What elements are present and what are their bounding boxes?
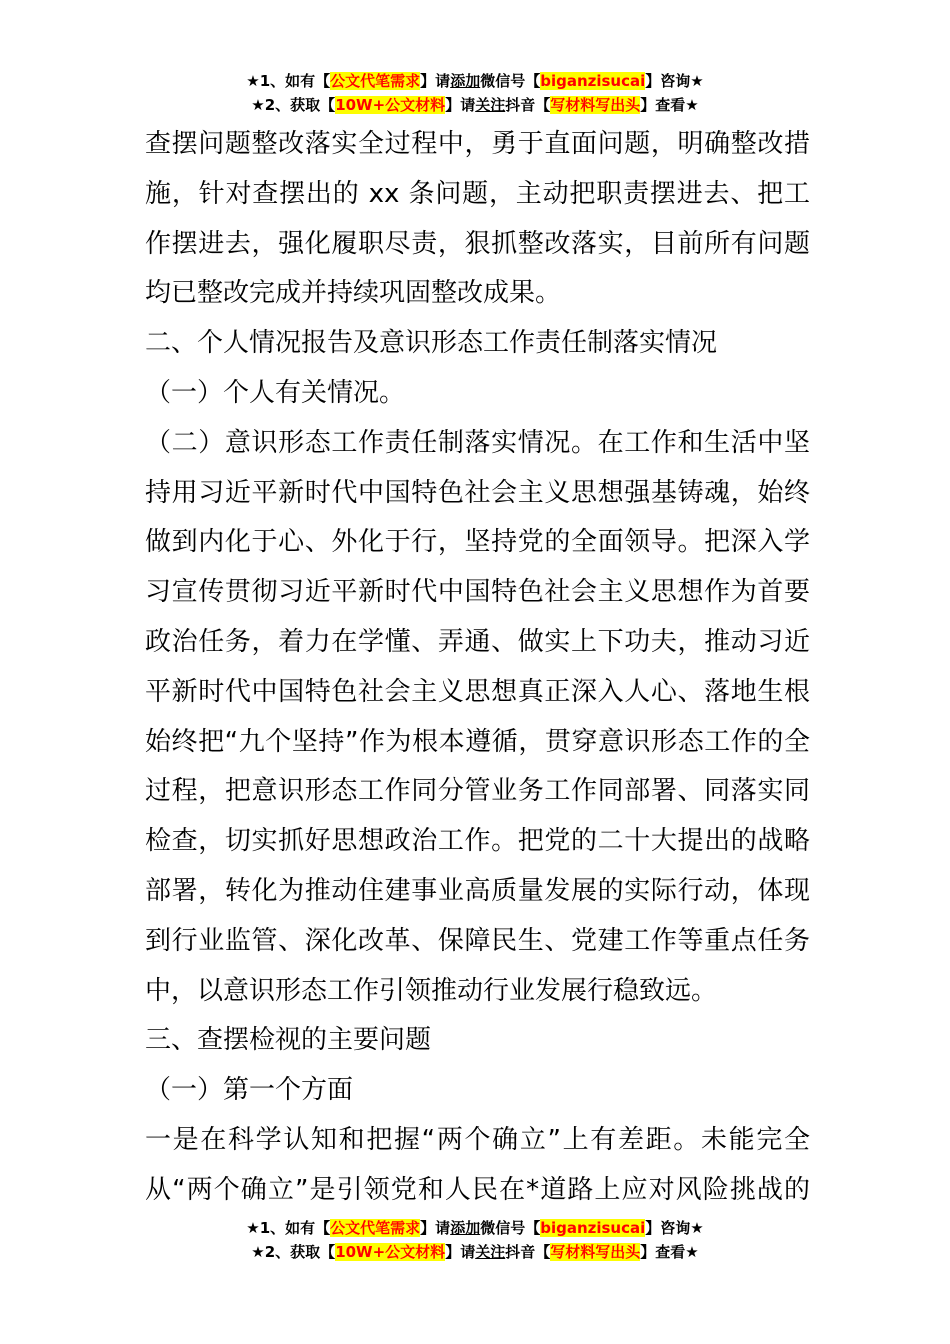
- paragraph: （二）意识形态工作责任制落实情况。在工作和生活中坚持用习近平新时代中国特色社会主义思想强基铸魂，始终做到内化于心、外化于行，坚持党的全面领导。把深入学习宣传贯彻习近平新时代中国特色社会主义思想作为首要政治任务，着力在学懂、弄通、做实上下功夫，推动习近平新时代中国特色社会主义思想真正深入人心、落地生根始终把“九个坚持”作为根本遵循，贯穿意识形态工作的全过程，把意识形态工作同分管业务工作同部署、同落实同检查，切实抓好思想政治工作。把党的二十大提出的战略部署，转化为推动住建事业高质量发展的实际行动，体现到行业监管、深化改革、保障民生、党建工作等重点任务中，以意识形态工作引领推动行业发展行稳致远。: [145, 427, 810, 1006]
- promo-line-2: [0, 1241, 950, 1265]
- promo-highlight: 写材料写出头: [550, 96, 641, 114]
- promo-text: 微信号【: [480, 1219, 541, 1237]
- promo-text: 】咨询★: [645, 72, 704, 90]
- promo-text: 】请: [445, 1243, 476, 1261]
- promo-text: ★2、获取【: [251, 1243, 336, 1261]
- paragraph: 一是在科学认知和把握“两个确立”上有差距。未能完全从“两个确立”是引领党和人民在*道路上应对风险挑战的: [145, 1124, 810, 1205]
- promo-text: 】咨询★: [645, 1219, 704, 1237]
- promo-banner-top: [0, 70, 950, 118]
- promo-line-1: [0, 70, 950, 94]
- promo-line-1: [0, 1217, 950, 1241]
- paragraph: 查摆问题整改落实全过程中，勇于直面问题，明确整改措施，针对查摆出的 xx 条问题，主动把职责摆进去、把工作摆进去，强化履职尽责，狠抓整改落实，目前所有问题均已整改完成并持续巩固整改成果。: [145, 129, 810, 309]
- document-body: [145, 120, 810, 1216]
- promo-text: 】查看★: [640, 96, 699, 114]
- promo-highlight: 公文代笔需求: [330, 72, 421, 90]
- promo-text: ★1、如有【: [246, 1219, 331, 1237]
- promo-highlight: 公文代笔需求: [330, 1219, 421, 1237]
- promo-text: 】请: [420, 72, 451, 90]
- promo-emphasis: 添加: [450, 72, 481, 90]
- promo-highlight: 写材料写出头: [550, 1243, 641, 1261]
- promo-highlight: biganzisucai: [540, 72, 646, 90]
- section-heading: 二、个人情况报告及意识形态工作责任制落实情况: [145, 328, 718, 359]
- promo-highlight: 10W+公文材料: [335, 96, 446, 114]
- promo-text: 微信号【: [480, 72, 541, 90]
- promo-text: 】请: [420, 1219, 451, 1237]
- promo-text: 】查看★: [640, 1243, 699, 1261]
- promo-highlight: 10W+公文材料: [335, 1243, 446, 1261]
- promo-text: ★2、获取【: [251, 96, 336, 114]
- promo-emphasis: 关注: [475, 96, 506, 114]
- section-heading: 三、查摆检视的主要问题: [145, 1025, 432, 1056]
- promo-banner-bottom: [0, 1217, 950, 1265]
- subsection-heading: （一）第一个方面: [145, 1075, 354, 1106]
- promo-emphasis: 添加: [450, 1219, 481, 1237]
- promo-highlight: biganzisucai: [540, 1219, 646, 1237]
- promo-line-2: [0, 94, 950, 118]
- promo-emphasis: 关注: [475, 1243, 506, 1261]
- promo-text: 抖音【: [505, 96, 551, 114]
- subsection-heading: （一）个人有关情况。: [145, 377, 406, 408]
- promo-text: ★1、如有【: [246, 72, 331, 90]
- promo-text: 】请: [445, 96, 476, 114]
- promo-text: 抖音【: [505, 1243, 551, 1261]
